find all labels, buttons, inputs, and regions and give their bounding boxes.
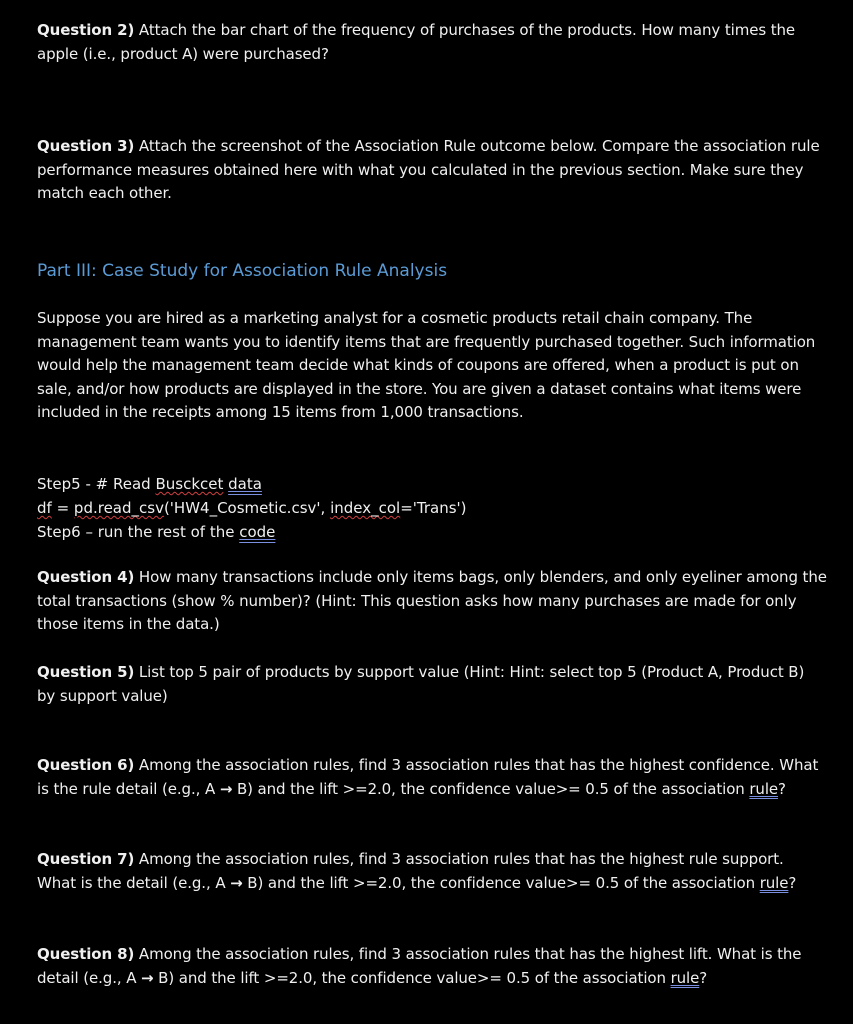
step-6-line — [37, 520, 275, 544]
grammar-flagged-word[interactable]: rule — [749, 779, 779, 798]
question-5-label: Question 5) — [37, 663, 135, 681]
question-5 — [37, 661, 827, 708]
code-end: ='Trans') — [400, 499, 467, 517]
question-7-text-continued: B) and the lift >=2.0, the confidence value>= 0.5 of the association — [242, 873, 760, 892]
question-6-text-continued: B) and the lift >=2.0, the confidence value>= 0.5 of the association — [232, 779, 750, 798]
question-8 — [37, 943, 827, 990]
question-2-text: Attach the bar chart of the frequency of purchases of the products. How many times the apple (i.e., product A) were purchased? — [37, 21, 796, 63]
code-function[interactable]: pd.read_csv — [73, 499, 164, 517]
grammar-flagged-word[interactable]: data — [228, 475, 262, 493]
question-7-text: Among the association rules, find 3 association rules that has the highest rule support. What is the detail (e.g., A — [37, 850, 784, 892]
arrow-right-icon: → — [219, 779, 233, 798]
arrow-right-icon: → — [141, 968, 154, 987]
question-7 — [37, 848, 827, 895]
question-6 — [37, 754, 827, 801]
question-8-end: ? — [699, 968, 708, 987]
question-4 — [37, 566, 827, 637]
code-args: ('HW4_Cosmetic.csv', — [163, 499, 331, 517]
grammar-flagged-word[interactable]: rule — [670, 968, 700, 987]
grammar-flagged-word[interactable]: rule — [759, 873, 789, 892]
question-4-text: How many transactions include only items bags, only blenders, and only eyeliner among the total transactions (show % number)? (Hint: This question asks how many purchases are made for only those items in the data.) — [37, 568, 827, 633]
question-7-label: Question 7) — [37, 850, 135, 868]
arrow-right-icon: → — [230, 873, 243, 892]
question-7-end: ? — [788, 873, 797, 892]
question-3-text: Attach the screenshot of the Association Rule outcome below. Compare the association rule performance measures obtained here with what you calculated in the previous section. Make sure they match each other. — [37, 137, 820, 202]
code-keyword[interactable]: index_col — [330, 499, 401, 517]
question-6-text: Among the association rules, find 3 association rules that has the highest confidence. What is the rule detail (e.g., A — [37, 756, 819, 798]
code-df[interactable]: df — [37, 499, 52, 517]
grammar-flagged-word[interactable]: code — [239, 523, 276, 541]
question-8-label: Question 8) — [37, 945, 135, 963]
question-8-text: Among the association rules, find 3 association rules that has the highest lift. What is the detail (e.g., A — [37, 945, 802, 987]
misspelled-word[interactable]: Busckcet — [155, 475, 224, 493]
question-2-label: Question 2) — [37, 21, 135, 39]
question-3-label: Question 3) — [37, 137, 135, 155]
question-6-end: ? — [778, 779, 786, 798]
code-line — [37, 496, 467, 520]
step-5-prefix: Step5 - # Read — [37, 475, 156, 493]
part-3-intro: Suppose you are hired as a marketing analyst for a cosmetic products retail chain company. The management team wants you to identify items that are frequently purchased together. Such information would help the management team decide what kinds of coupons are offered, when a product is put on sale, and/or how products are displayed in the store. You are given a dataset contains what items were included in the receipts among 15 items from 1,000 transactions. — [37, 309, 816, 421]
question-8-text-continued: B) and the lift >=2.0, the confidence value>= 0.5 of the association — [153, 968, 671, 987]
question-3 — [37, 135, 827, 206]
part-3-heading: Part III: Case Study for Association Rule Analysis — [37, 261, 448, 281]
step-5-line — [37, 472, 262, 496]
question-4-label: Question 4) — [37, 568, 135, 586]
question-5-text: List top 5 pair of products by support value (Hint: Hint: select top 5 (Product A, Product B) by support value) — [37, 663, 805, 705]
step-6-prefix: Step6 – run the rest of the — [37, 523, 240, 541]
question-6-label: Question 6) — [37, 756, 135, 774]
question-2 — [37, 19, 827, 66]
code-eq: = — [51, 499, 74, 517]
